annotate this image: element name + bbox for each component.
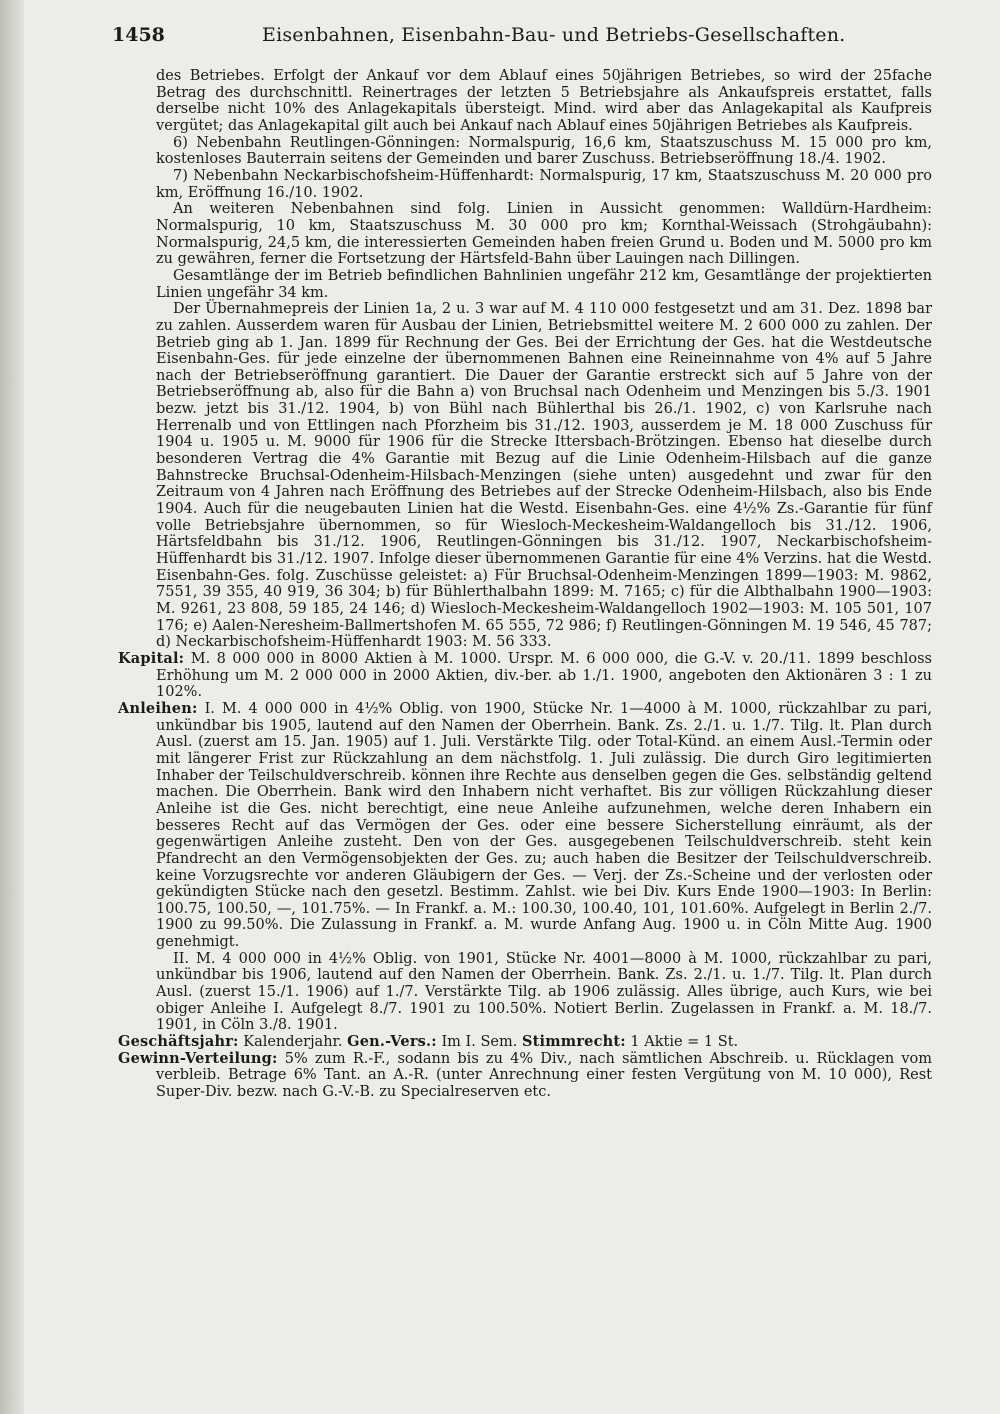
book-spine-shadow (0, 0, 24, 1414)
running-header (112, 22, 932, 52)
kapital-label: Kapital: (118, 649, 185, 667)
anleihen-second-loan: II. M. 4 000 000 in 4½% Oblig. von 1901, Stücke Nr. 4001—8000 à M. 1000, rückzahlbar zu pari, unkündbar bis 1906, lautend auf den Namen der Oberrhein. Bank. Zs. 2./1. u. 1./7. Tilg. lt. Plan durch Ausl. (zuerst 15./1. 1906) auf 1./7. Verstärkte Tilg. ab 1906 zulässig. Alles übrige, auch Kurs, wie bei obiger Anleihe I. Aufgelegt 8./7. 1901 zu 100.50%. Notiert Berlin. Zugelassen in Frankf. a. M. 18./7. 1901, in Cöln 3./8. 1901. (156, 950, 932, 1034)
kapital-entry (118, 651, 932, 701)
gen-vers-text: Im I. Sem. (441, 1034, 518, 1051)
paragraph-total-length: Gesamtlänge der im Betrieb befindlichen Bahnlinien ungefähr 212 km, Gesamtlänge der projektierten Linien ungefähr 34 km. (156, 267, 932, 301)
page-body (118, 68, 932, 1101)
paragraph-continuation: des Betriebes. Erfolgt der Ankauf vor dem Ablauf eines 50jährigen Betriebes, so wird der 25fache Betrag des durchschnittl. Reinertrages der letzten 5 Betriebsjahre als Ankaufspreis erstattet, falls derselbe nicht 10% des Anlagekapitals übersteigt. Mind. wird aber das Anlagekapital als Kaufpreis vergütet; das Anlagekapital gilt auch bei Ankauf nach Ablauf eines 50jährigen Betriebes als Kaufpreis. (156, 68, 932, 134)
page-number: 1458 (112, 24, 165, 46)
gewinn-entry (118, 1051, 932, 1101)
paragraph-further-lines: An weiteren Nebenbahnen sind folg. Linien in Aussicht genommen: Walldürn-Hardheim: Normalspurig, 10 km, Staatszuschuss M. 30 000 pro km; Kornthal-Weissach (Strohgäubahn): Normalspurig, 24,5 km, die interessierten Gemeinden haben freien Grund u. Boden und M. 5000 pro km zu gewähren, ferner die Fortsetzung der Härtsfeld-Bahn über Lauingen nach Dillingen. (156, 201, 932, 268)
geschaeftsjahr-entry (118, 1034, 932, 1051)
railway-lines-section (118, 68, 932, 651)
header-title: Eisenbahnen, Eisenbahn-Bau- und Betriebs-Gesellschaften. (262, 24, 846, 46)
gewinn-text: 5% zum R.-F., sodann bis zu 4% Div., nach sämtlichen Abschreib. u. Rücklagen vom verbleib. Betrage 6% Tant. an A.-R. (unter Anrechnung einer festen Vergütung von M. 10 000), Rest Super-Div. bezw. nach G.-V.-B. zu Specialreserven etc. (156, 1050, 933, 1101)
stimmrecht-label: Stimmrecht: (521, 1033, 626, 1051)
anleihen-label: Anleihen: (118, 699, 198, 717)
financial-section (118, 651, 932, 1101)
paragraph-line-7: 7) Nebenbahn Neckarbischofsheim-Hüffenhardt: Normalspurig, 17 km, Staatszuschuss M. 20 000 pro km, Eröffnung 16./10. 1902. (156, 167, 932, 201)
geschaeftsjahr-text: Kalenderjahr. (243, 1034, 343, 1051)
gewinn-label: Gewinn-Verteilung: (118, 1049, 278, 1067)
gen-vers-label: Gen.-Vers.: (347, 1033, 437, 1051)
anleihen-entry (118, 701, 932, 951)
anleihen-text: I. M. 4 000 000 in 4½% Oblig. von 1900, Stücke Nr. 1—4000 à M. 1000, rückzahlbar zu pari, unkündbar bis 1905, lautend auf den Namen der Oberrhein. Bank. Zs. 2./1. u. 1./7. Tilg. lt. Plan durch Ausl. (zuerst am 15. Jan. 1905) auf 1. Juli. Verstärkte Tilg. oder Total-Künd. an einem Ausl.-Termin oder mit längerer Frist zur Rückzahlung an dem nächstfolg. 1. Juli zulässig. Die durch Giro legitimierten Inhaber der Teilschuldverschreib. können ihre Rechte aus denselben gegen die Ges. selbständig geltend machen. Die Oberrhein. Bank wird den Inhabern nicht verhaftet. Bis zur völligen Rückzahlung dieser Anleihe ist die Ges. nicht berechtigt, eine neue Anleihe aufzunehmen, welche deren Inhabern ein besseres Recht auf das Vermögen der Ges. oder eine bessere Sicherstellung einräumt, als der gegenwärtigen Anleihe zusteht. Den von der Ges. ausgegebenen Teilschuldverschreib. steht kein Pfandrecht an den Vermögensobjekten der Ges. zu; auch haben die Besitzer der Teilschuldverschreib. keine Vorzugsrechte vor anderen Gläubigern der Ges. — Verj. der Zs.-Scheine und der verlosten oder gekündigten Stücke nach den gesetzl. Bestimm. Zahlst. wie bei Div. Kurs Ende 1900—1903: In Berlin: 100.75, 100.50, —, 101.75%. — In Frankf. a. M.: 100.30, 100.40, 101, 101.60%. Aufgelegt in Berlin 2./7. 1900 zu 99.50%. Die Zulassung in Frankf. a. M. wurde Anfang Aug. 1900 u. in Cöln Mitte Aug. 1900 genehmigt. (156, 700, 933, 951)
kapital-text: M. 8 000 000 in 8000 Aktien à M. 1000. Urspr. M. 6 000 000, die G.-V. v. 20./11. 1899 beschloss Erhöhung um M. 2 000 000 in 2000 Aktien, div.-ber. ab 1./1. 1900, angeboten den Aktionären 3 : 1 zu 102%. (156, 650, 932, 701)
paragraph-line-6: 6) Nebenbahn Reutlingen-Gönningen: Normalspurig, 16,6 km, Staatszuschuss M. 15 000 pro km, kostenloses Bauterrain seitens der Gemeinden und barer Zuschuss. Betriebseröffnung 18./4. 1902. (156, 134, 932, 168)
geschaeftsjahr-label: Geschäftsjahr: (118, 1033, 239, 1051)
stimmrecht-text: 1 Aktie = 1 St. (630, 1034, 739, 1051)
paragraph-guarantee: Der Übernahmepreis der Linien 1a, 2 u. 3 war auf M. 4 110 000 festgesetzt und am 31. Dez. 1898 bar zu zahlen. Ausserdem waren für Ausbau der Linien, Betriebsmittel weitere M. 2 600 000 zu zahlen. Der Betrieb ging ab 1. Jan. 1899 für Rechnung der Ges. Bei der Errichtung der Ges. hat die Westdeutsche Eisenbahn-Ges. für jede einzelne der übernommenen Bahnen eine Reineinnahme von 4% auf 5 Jahre nach der Betriebseröffnung garantiert. Die Dauer der Garantie erstreckt sich auf 5 Jahre von der Betriebseröffnung ab, also für die Bahn a) von Bruchsal nach Odenheim und Menzingen bis 5./3. 1901 bezw. jetzt bis 31./12. 1904, b) von Bühl nach Bühlerthal bis 26./1. 1902, c) von Karlsruhe nach Herrenalb und von Ettlingen nach Pforzheim bis 31./12. 1903, ausserdem je M. 18 000 Zuschuss für 1904 u. 1905 u. M. 9000 für 1906 für die Strecke Ittersbach-Brötzingen. Ebenso hat dieselbe durch besonderen Vertrag die 4% Garantie mit Bezug auf die Linie Odenheim-Hilsbach auf die ganze Bahnstrecke Bruchsal-Odenheim-Hilsbach-Menzingen (siehe unten) ausgedehnt und zwar für den Zeitraum von 4 Jahren nach Eröffnung des Betriebes auf der Strecke Odenheim-Hilsbach, also bis Ende 1904. Auch für die neugebauten Linien hat die Westd. Eisenbahn-Ges. eine 4½% Zs.-Garantie für fünf volle Betriebsjahre übernommen, so für Wiesloch-Meckesheim-Waldangelloch bis 31./12. 1906, Härtsfeldbahn bis 31./12. 1906, Reutlingen-Gönningen bis 31./12. 1907, Neckarbischofsheim-Hüffenhardt bis 31./12. 1907. Infolge dieser übernommenen Garantie für eine 4% Verzins. hat die Westd. Eisenbahn-Ges. folg. Zuschüsse geleistet: a) Für Bruchsal-Odenheim-Menzingen 1899—1903: M. 9862, 7551, 39 355, 40 919, 36 304; b) für Bühlerthalbahn 1899: M. 7165; c) für die Albthalbahn 1900—1903: M. 9261, 23 808, 59 185, 24 146; d) Wiesloch-Meckesheim-Waldangelloch 1902—1903: M. 105 501, 107 176; e) Aalen-Neresheim-Ballmertshofen M. 65 555, 72 986; f) Reutlingen-Gönningen M. 19 546, 45 787; d) Neckarbischofsheim-Hüffenhardt 1903: M. 56 333. (156, 301, 932, 651)
